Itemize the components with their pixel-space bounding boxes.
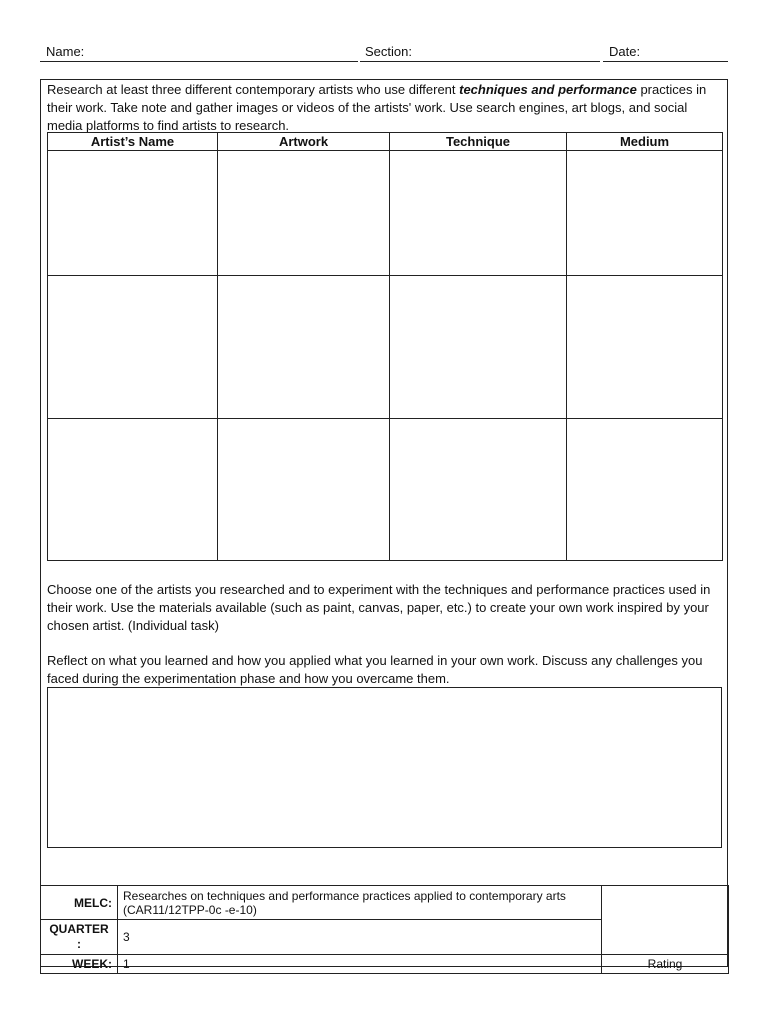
cell-technique[interactable] xyxy=(390,276,567,419)
cell-artwork[interactable] xyxy=(218,151,390,276)
footer-table xyxy=(40,885,729,974)
research-table xyxy=(47,132,723,561)
rating-label: Rating xyxy=(602,955,729,974)
research-table-header-row xyxy=(48,133,723,151)
column-header-artist-name: Artist’s Name xyxy=(48,133,218,151)
research-emphasis: techniques and performance xyxy=(459,82,637,97)
column-header-artwork: Artwork xyxy=(218,133,390,151)
column-header-technique: Technique xyxy=(390,133,567,151)
section-label: Section: xyxy=(365,44,412,59)
research-text-end: practices in their work. Take note and gather images or videos of the artists' work. Use search engines, art blogs, and social media platforms to find artists to research. xyxy=(47,82,707,133)
week-label: WEEK: xyxy=(41,955,118,974)
rating-value[interactable] xyxy=(602,886,729,955)
table-row xyxy=(48,276,723,419)
section-field[interactable] xyxy=(360,61,600,62)
research-instructions xyxy=(47,81,723,135)
date-field[interactable] xyxy=(603,61,728,62)
cell-technique[interactable] xyxy=(390,151,567,276)
cell-medium[interactable] xyxy=(567,151,723,276)
cell-medium[interactable] xyxy=(567,419,723,561)
reflection-answer-box[interactable] xyxy=(47,687,722,848)
research-text-start: Research at least three different contemporary artists who use different xyxy=(47,82,460,97)
melc-row xyxy=(41,886,729,920)
cell-artwork[interactable] xyxy=(218,419,390,561)
week-row xyxy=(41,955,729,974)
cell-artist-name[interactable] xyxy=(48,276,218,419)
table-row xyxy=(48,151,723,276)
name-field[interactable] xyxy=(40,61,358,62)
cell-artist-name[interactable] xyxy=(48,419,218,561)
experiment-instructions: Choose one of the artists you researched and to experiment with the techniques and performance practices used in their work. Use the materials available (such as paint, canvas, paper, etc.) to create your own work inspired by your chosen artist. (Individual task) xyxy=(47,582,711,633)
quarter-value: 3 xyxy=(118,920,602,955)
melc-value: Researches on techniques and performance practices applied to contemporary arts (CAR11/12TPP-0c -e-10) xyxy=(118,886,602,920)
name-label: Name: xyxy=(46,44,85,59)
worksheet-frame xyxy=(40,79,728,971)
table-row xyxy=(48,419,723,561)
reflection-instructions: Reflect on what you learned and how you applied what you learned in your own work. Discuss any challenges you faced during the experimentation phase and how you overcame them. xyxy=(47,653,703,686)
quarter-label: QUARTER : xyxy=(41,920,118,955)
melc-label: MELC: xyxy=(41,886,118,920)
cell-medium[interactable] xyxy=(567,276,723,419)
date-label: Date: xyxy=(609,44,641,59)
cell-technique[interactable] xyxy=(390,419,567,561)
column-header-medium: Medium xyxy=(567,133,723,151)
week-value: 1 xyxy=(118,955,602,974)
cell-artist-name[interactable] xyxy=(48,151,218,276)
cell-artwork[interactable] xyxy=(218,276,390,419)
